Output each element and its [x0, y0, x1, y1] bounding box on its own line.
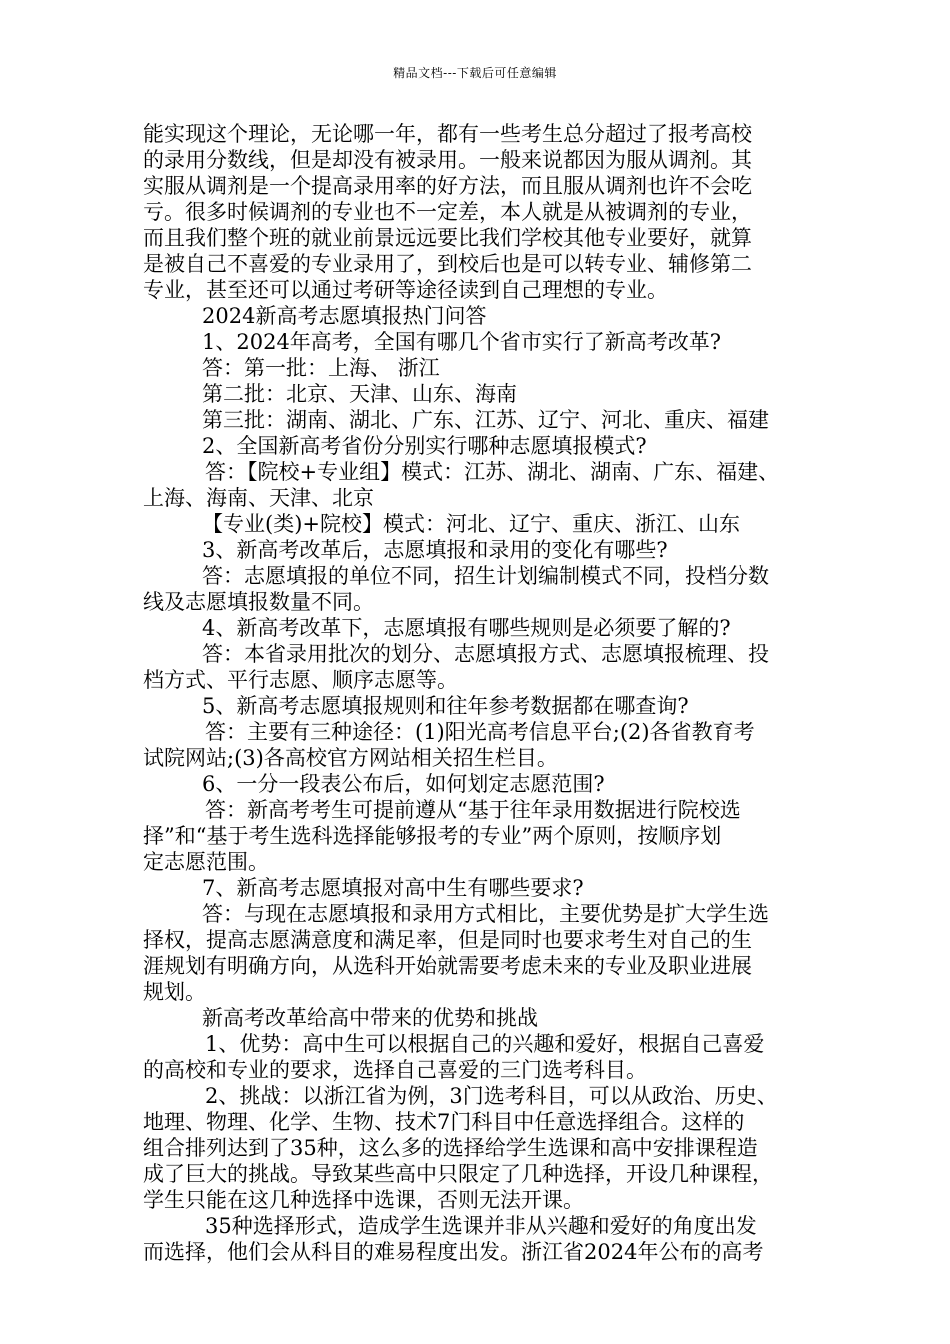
text-line: 成了巨大的挑战。导致某些高中只限定了几种选择，开设几种课程，	[143, 1162, 773, 1186]
text-line: 7、新高考志愿填报对高中生有哪些要求?	[202, 876, 584, 900]
text-line: 是被自己不喜爱的专业录用了，到校后也是可以转专业、辅修第二	[143, 252, 752, 276]
text-line: 档方式、平行志愿、顺序志愿等。	[143, 668, 458, 692]
text-line: 1、2024年高考，全国有哪几个省市实行了新高考改革?	[202, 330, 722, 354]
text-line: 2024新高考志愿填报热门问答	[202, 304, 487, 328]
text-line: 答：第一批：上海、 浙江	[202, 356, 440, 380]
text-line: 定志愿范围。	[143, 850, 269, 874]
text-line: 择”和“基于考生选科选择能够报考的专业”两个原则，按顺序划	[143, 824, 722, 848]
text-line: 地理、物理、化学、生物、技术7门科目中任意选择组合。这样的	[143, 1110, 745, 1134]
text-line: 的高校和专业的要求，选择自己喜爱的三门选考科目。	[143, 1058, 647, 1082]
text-line: 线及志愿填报数量不同。	[143, 590, 374, 614]
text-line: 35种选择形式，造成学生选课并非从兴趣和爱好的角度出发	[205, 1214, 757, 1238]
text-line: 答：【院校+专业组】模式：江苏、湖北、湖南、广东、福建、	[205, 460, 780, 484]
text-line: 答：与现在志愿填报和录用方式相比，主要优势是扩大学生选	[202, 902, 769, 926]
text-line: 1、优势：高中生可以根据自己的兴趣和爱好，根据自己喜爱	[205, 1032, 765, 1056]
text-line: 2、全国新高考省份分别实行哪种志愿填报模式?	[202, 434, 647, 458]
text-line: 【专业(类)+院校】模式：河北、辽宁、重庆、浙江、山东	[202, 512, 740, 536]
text-line: 答：新高考考生可提前遵从“基于往年录用数据进行院校选	[205, 798, 741, 822]
text-line: 规划。	[143, 980, 206, 1004]
text-line: 4、新高考改革下，志愿填报有哪些规则是必须要了解的?	[202, 616, 731, 640]
text-line: 试院网站;(3)各高校官方网站相关招生栏目。	[143, 746, 558, 770]
text-line: 答：志愿填报的单位不同，招生计划编制模式不同，投档分数	[202, 564, 769, 588]
text-line: 答：主要有三种途径：(1)阳光高考信息平台;(2)各省教育考	[205, 720, 755, 744]
text-line: 择权，提高志愿满意度和满足率，但是同时也要求考生对自己的生	[143, 928, 752, 952]
text-line: 而选择，他们会从科目的难易程度出发。浙江省2024年公布的高考	[143, 1240, 764, 1264]
text-line: 6、一分一段表公布后，如何划定志愿范围?	[202, 772, 605, 796]
text-line: 5、新高考志愿填报规则和往年参考数据都在哪查询?	[202, 694, 689, 718]
text-line: 上海、海南、天津、北京	[143, 486, 374, 510]
text-line: 3、新高考改革后，志愿填报和录用的变化有哪些?	[202, 538, 668, 562]
text-line: 涯规划有明确方向，从选科开始就需要考虑未来的专业及职业进展	[143, 954, 752, 978]
text-line: 实服从调剂是一个提高录用率的好方法，而且服从调剂也许不会吃	[143, 174, 752, 198]
page-header: 精品文档---下载后可任意编辑	[393, 66, 557, 80]
text-line: 答：本省录用批次的划分、志愿填报方式、志愿填报梳理、投	[202, 642, 769, 666]
text-line: 2、挑战：以浙江省为例，3门选考科目，可以从政治、历史、	[205, 1084, 778, 1108]
text-line: 专业，甚至还可以通过考研等途径读到自己理想的专业。	[143, 278, 668, 302]
text-line: 新高考改革给高中带来的优势和挑战	[202, 1006, 538, 1030]
text-line: 第三批：湖南、湖北、广东、江苏、辽宁、河北、重庆、福建	[202, 408, 769, 432]
text-line: 学生只能在这几种选择中选课，否则无法开课。	[143, 1188, 584, 1212]
text-line: 第二批：北京、天津、山东、海南	[202, 382, 517, 406]
text-line: 的录用分数线，但是却没有被录用。一般来说都因为服从调剂。其	[143, 148, 752, 172]
document-body	[143, 121, 815, 1265]
text-line: 能实现这个理论，无论哪一年，都有一些考生总分超过了报考高校	[143, 122, 752, 146]
text-line: 而且我们整个班的就业前景远远要比我们学校其他专业要好，就算	[143, 226, 752, 250]
text-line: 组合排列达到了35种，这么多的选择给学生选课和高中安排课程造	[143, 1136, 758, 1160]
text-line: 亏。很多时候调剂的专业也不一定差，本人就是从被调剂的专业，	[143, 200, 752, 224]
